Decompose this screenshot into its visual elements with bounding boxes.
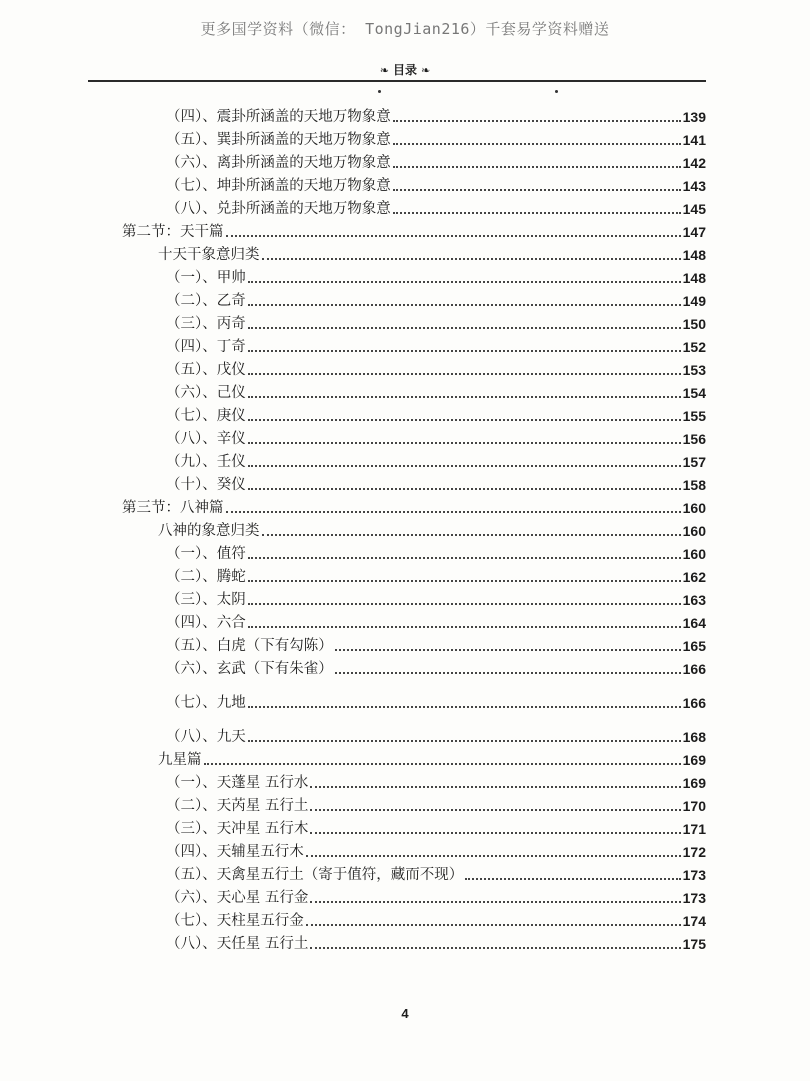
toc-entry-page: 156 bbox=[682, 431, 706, 447]
dot-leader bbox=[248, 626, 681, 628]
toc-entry-label: （八）、九天 bbox=[166, 729, 246, 745]
toc-entry bbox=[166, 357, 706, 379]
toc-entry-label: （二）、腾蛇 bbox=[166, 569, 246, 585]
toc-entry-label: 九星篇 bbox=[158, 752, 202, 768]
toc-entry-page: 154 bbox=[682, 385, 706, 401]
toc-entry-label: （三）、太阴 bbox=[166, 592, 246, 608]
toc-entry-page: 165 bbox=[682, 638, 706, 654]
toc-entry bbox=[158, 518, 706, 540]
toc-entry bbox=[166, 839, 706, 861]
toc-entry-label: （一）、甲帅 bbox=[166, 270, 246, 286]
toc-entry bbox=[122, 495, 706, 517]
toc-entry-label: （五）、白虎（下有勾陈） bbox=[166, 638, 333, 654]
dot-leader bbox=[310, 947, 680, 949]
toc-entry bbox=[166, 334, 706, 356]
dot-leader bbox=[248, 442, 681, 444]
dot-leader bbox=[248, 327, 681, 329]
toc-entry-page: 172 bbox=[682, 844, 706, 860]
toc-entry bbox=[166, 265, 706, 287]
dot-leader bbox=[310, 786, 680, 788]
toc-entry bbox=[166, 587, 706, 609]
page-header bbox=[0, 61, 810, 78]
speck-dot bbox=[555, 90, 558, 93]
dot-leader bbox=[335, 672, 681, 674]
dot-leader bbox=[248, 580, 681, 582]
toc-entry-label: 第三节：八神篇 bbox=[122, 500, 224, 516]
toc-entry bbox=[166, 885, 706, 907]
toc-entry-label: （三）、丙奇 bbox=[166, 316, 246, 332]
dot-leader bbox=[248, 373, 681, 375]
dot-leader bbox=[306, 924, 681, 926]
toc-entry bbox=[166, 150, 706, 172]
toc-entry-page: 139 bbox=[682, 109, 706, 125]
toc-entry bbox=[166, 633, 706, 655]
toc-entry-label: （七）、天柱星五行金 bbox=[166, 913, 304, 929]
toc-entry bbox=[166, 656, 706, 678]
dot-leader bbox=[393, 120, 681, 122]
toc-entry-page: 160 bbox=[682, 500, 706, 516]
toc-entry-page: 163 bbox=[682, 592, 706, 608]
toc-entry bbox=[166, 288, 706, 310]
toc-entry-page: 168 bbox=[682, 729, 706, 745]
toc-entry-page: 147 bbox=[682, 224, 706, 240]
header-rule bbox=[88, 80, 706, 82]
toc-entry-label: （七）、坤卦所涵盖的天地万物象意 bbox=[166, 178, 391, 194]
dot-leader bbox=[306, 855, 681, 857]
dot-leader bbox=[248, 304, 681, 306]
toc-entry-page: 141 bbox=[682, 132, 706, 148]
toc-entry-label: （一）、天蓬星 五行水 bbox=[166, 775, 309, 791]
toc-entry bbox=[166, 380, 706, 402]
toc-entry-label: 第二节：天干篇 bbox=[122, 224, 224, 240]
toc-entry-label: （六）、天心星 五行金 bbox=[166, 890, 309, 906]
toc-entry bbox=[166, 690, 706, 712]
toc-entry bbox=[166, 426, 706, 448]
toc-entry bbox=[166, 472, 706, 494]
toc-entry bbox=[166, 770, 706, 792]
watermark-text: 更多国学资料（微信： TongJian216）千套易学资料赠送 bbox=[200, 20, 610, 38]
toc-entry-page: 170 bbox=[682, 798, 706, 814]
dot-leader bbox=[248, 488, 681, 490]
toc-entry-label: （八）、天任星 五行土 bbox=[166, 936, 309, 952]
toc-entry-page: 166 bbox=[682, 661, 706, 677]
toc-entry-page: 160 bbox=[682, 546, 706, 562]
dot-leader bbox=[262, 258, 681, 260]
dot-leader bbox=[248, 281, 681, 283]
toc-entry-page: 160 bbox=[682, 523, 706, 539]
toc-entry-page: 162 bbox=[682, 569, 706, 585]
toc-entry-page: 157 bbox=[682, 454, 706, 470]
dot-leader bbox=[310, 901, 680, 903]
toc-entry bbox=[166, 449, 706, 471]
dot-leader bbox=[262, 534, 681, 536]
dot-leader bbox=[310, 832, 680, 834]
toc-entry-page: 173 bbox=[682, 890, 706, 906]
speck-dot bbox=[378, 90, 381, 93]
toc-entry-label: （十）、癸仪 bbox=[166, 477, 246, 493]
toc-entry-label: （三）、天冲星 五行木 bbox=[166, 821, 309, 837]
toc-entry-page: 148 bbox=[682, 247, 706, 263]
dot-leader bbox=[393, 189, 681, 191]
toc-entry-page: 169 bbox=[682, 775, 706, 791]
dot-leader bbox=[465, 878, 680, 880]
toc-entry bbox=[166, 541, 706, 563]
toc-entry-label: （四）、天辅星五行木 bbox=[166, 844, 304, 860]
toc-entry-label: （六）、离卦所涵盖的天地万物象意 bbox=[166, 155, 391, 171]
toc-entry-label: 十天干象意归类 bbox=[158, 247, 260, 263]
toc-entry-page: 148 bbox=[682, 270, 706, 286]
toc-entry bbox=[158, 242, 706, 264]
dot-leader bbox=[248, 557, 681, 559]
dot-leader bbox=[393, 166, 681, 168]
toc-entry-label: （六）、玄武（下有朱雀） bbox=[166, 661, 333, 677]
toc-entry bbox=[166, 173, 706, 195]
dot-leader bbox=[248, 350, 681, 352]
toc-entry-label: （四）、丁奇 bbox=[166, 339, 246, 355]
toc-entry-label: （六）、己仪 bbox=[166, 385, 246, 401]
toc-entry-label: （八）、兑卦所涵盖的天地万物象意 bbox=[166, 201, 391, 217]
dot-leader bbox=[393, 143, 681, 145]
ornament-left-icon: ❧ bbox=[379, 64, 389, 77]
dot-leader bbox=[248, 603, 681, 605]
toc-entry bbox=[166, 724, 706, 746]
dot-leader bbox=[248, 465, 681, 467]
toc-entry bbox=[166, 931, 706, 953]
toc-entry-page: 158 bbox=[682, 477, 706, 493]
toc-entry bbox=[166, 610, 706, 632]
toc-entry-page: 142 bbox=[682, 155, 706, 171]
toc-entry-page: 149 bbox=[682, 293, 706, 309]
toc-entry-page: 164 bbox=[682, 615, 706, 631]
toc-entry bbox=[158, 747, 706, 769]
toc-entry-label: （五）、戊仪 bbox=[166, 362, 246, 378]
toc-entry bbox=[122, 219, 706, 241]
toc-entry-label: （一）、值符 bbox=[166, 546, 246, 562]
toc-entry-label: （四）、震卦所涵盖的天地万物象意 bbox=[166, 109, 391, 125]
dot-leader bbox=[310, 809, 680, 811]
toc-entry-page: 174 bbox=[682, 913, 706, 929]
dot-leader bbox=[248, 740, 681, 742]
toc-entry-page: 169 bbox=[682, 752, 706, 768]
page-number: 4 bbox=[401, 1006, 409, 1021]
toc-entry bbox=[166, 793, 706, 815]
dot-leader bbox=[226, 235, 681, 237]
toc-entry-label: （八）、辛仪 bbox=[166, 431, 246, 447]
toc-entry-page: 153 bbox=[682, 362, 706, 378]
toc-entry-page: 143 bbox=[682, 178, 706, 194]
toc-entry-page: 171 bbox=[682, 821, 706, 837]
toc-entry-page: 175 bbox=[682, 936, 706, 952]
toc-entry bbox=[166, 104, 706, 126]
dot-leader bbox=[335, 649, 681, 651]
ornament-right-icon: ❧ bbox=[421, 64, 431, 77]
toc-entry bbox=[166, 196, 706, 218]
dot-leader bbox=[248, 419, 681, 421]
toc-entry-page: 155 bbox=[682, 408, 706, 424]
toc-entry-label: （七）、九地 bbox=[166, 695, 246, 711]
toc-entry bbox=[166, 311, 706, 333]
toc-entry-label: （四）、六合 bbox=[166, 615, 246, 631]
toc-entry-label: （九）、壬仪 bbox=[166, 454, 246, 470]
toc-entry bbox=[166, 127, 706, 149]
toc-entry bbox=[166, 816, 706, 838]
toc-entry-label: （七）、庚仪 bbox=[166, 408, 246, 424]
toc-entry-page: 152 bbox=[682, 339, 706, 355]
toc-entry bbox=[166, 862, 706, 884]
dot-leader bbox=[393, 212, 681, 214]
toc-entry-label: （二）、乙奇 bbox=[166, 293, 246, 309]
toc-entry-page: 166 bbox=[682, 695, 706, 711]
toc-entry-label: （五）、巽卦所涵盖的天地万物象意 bbox=[166, 132, 391, 148]
dot-leader bbox=[204, 763, 681, 765]
toc-entry bbox=[166, 908, 706, 930]
toc-entry-label: （二）、天芮星 五行土 bbox=[166, 798, 309, 814]
toc-entry-page: 150 bbox=[682, 316, 706, 332]
toc-entry bbox=[166, 564, 706, 586]
toc-entry bbox=[166, 403, 706, 425]
dot-leader bbox=[248, 396, 681, 398]
page-title: 目录 bbox=[392, 63, 417, 77]
toc-entry-label: （五）、天禽星五行土（寄于值符，藏而不现） bbox=[166, 867, 464, 883]
toc-entry-page: 173 bbox=[682, 867, 706, 883]
dot-leader bbox=[226, 511, 681, 513]
dot-leader bbox=[248, 706, 681, 708]
toc-entry-label: 八神的象意归类 bbox=[158, 523, 260, 539]
toc-entry-page: 145 bbox=[682, 201, 706, 217]
